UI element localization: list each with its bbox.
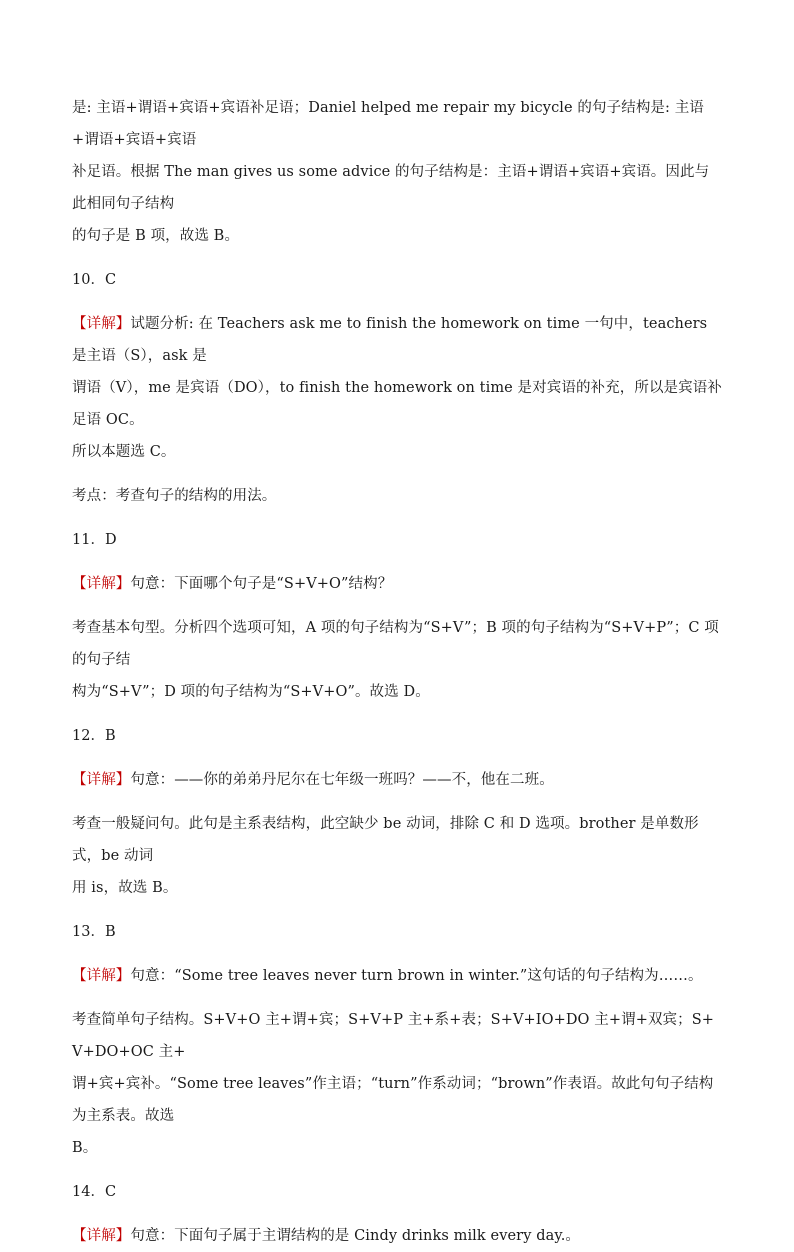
block-gap — [72, 468, 722, 480]
block-gap — [72, 752, 722, 764]
block-gap — [72, 708, 722, 720]
block-gap — [72, 252, 722, 264]
text-line — [72, 568, 722, 600]
line-text: 谓+宾+宾补。“Some tree leaves”作主语；“turn”作系动词；“brown”作表语。故此句句子结构为主系表。故选 — [72, 1076, 714, 1124]
line-text: 考查一般疑问句。此句是主系表结构，此空缺少 be 动词，排除 C 和 D 选项。brother 是单数形式，be 动词 — [72, 816, 699, 864]
answer-number: 11．D — [72, 532, 117, 548]
line-text: 考点：考查句子的结构的用法。 — [72, 488, 277, 504]
answer-number: 13．B — [72, 924, 116, 940]
answer-number: 10．C — [72, 272, 117, 288]
line-text: 补足语。根据 The man gives us some advice 的句子结构是：主语+谓语+宾语+宾语。因此与此相同句子结构 — [72, 164, 710, 212]
text-line — [72, 872, 722, 904]
detail-tag: 【详解】 — [72, 968, 131, 984]
paragraph — [72, 612, 722, 708]
paragraph — [72, 308, 722, 468]
block-gap — [72, 600, 722, 612]
text-line — [72, 220, 722, 252]
paragraph — [72, 960, 722, 992]
line-text: 试题分析: 在 Teachers ask me to finish the homework on time 一句中，teachers 是主语（S），ask 是 — [72, 316, 708, 364]
paragraph — [72, 568, 722, 600]
line-text: 谓语（V），me 是宾语（DO），to finish the homework on time 是对宾语的补充，所以是宾语补足语 OC。 — [72, 380, 722, 428]
line-text: 所以本题选 C。 — [72, 444, 176, 460]
paragraph — [72, 480, 722, 512]
paragraph — [72, 92, 722, 252]
text-line — [72, 1220, 722, 1252]
line-text: 考查基本句型。分析四个选项可知，A 项的句子结构为“S+V”；B 项的句子结构为“S+V+P”；C 项的句子结 — [72, 620, 719, 668]
answer-number: 14．C — [72, 1184, 117, 1200]
text-line — [72, 1132, 722, 1164]
text-line — [72, 960, 722, 992]
detail-tag: 【详解】 — [72, 772, 131, 788]
block-gap — [72, 1208, 722, 1220]
block-gap — [72, 296, 722, 308]
block-gap — [72, 904, 722, 916]
block-gap — [72, 948, 722, 960]
text-line — [72, 1068, 722, 1132]
text-line — [72, 1004, 722, 1068]
line-text: 构为“S+V”；D 项的句子结构为“S+V+O”。故选 D。 — [72, 684, 430, 700]
detail-tag: 【详解】 — [72, 1228, 131, 1244]
line-text: 考查简单句子结构。S+V+O 主+谓+宾；S+V+P 主+系+表；S+V+IO+DO 主+谓+双宾；S+V+DO+OC 主+ — [72, 1012, 715, 1060]
block-gap — [72, 512, 722, 524]
paragraph — [72, 808, 722, 904]
document-body — [72, 92, 722, 1252]
line-text: 句意：“Some tree leaves never turn brown in winter.”这句话的句子结构为……。 — [130, 968, 703, 984]
text-line — [72, 436, 722, 468]
text-line — [72, 308, 722, 372]
line-text: 用 is，故选 B。 — [72, 880, 178, 896]
block-gap — [72, 556, 722, 568]
text-line — [72, 480, 722, 512]
line-text: B。 — [72, 1140, 98, 1156]
paragraph — [72, 764, 722, 796]
line-text: 是: 主语+谓语+宾语+宾语补足语；Daniel helped me repair my bicycle 的句子结构是: 主语+谓语+宾语+宾语 — [72, 100, 704, 148]
detail-tag: 【详解】 — [72, 576, 131, 592]
line-text: 句意：——你的弟弟丹尼尔在七年级一班吗？——不，他在二班。 — [130, 772, 554, 788]
answer-number: 12．B — [72, 728, 116, 744]
text-line — [72, 156, 722, 220]
text-line — [72, 612, 722, 676]
line-text: 句意：下面哪个句子是“S+V+O”结构？ — [130, 576, 393, 592]
paragraph — [72, 1004, 722, 1164]
line-text: 句意：下面句子属于主谓结构的是 Cindy drinks milk every day.。 — [130, 1228, 581, 1244]
block-gap — [72, 992, 722, 1004]
block-gap — [72, 1164, 722, 1176]
text-line — [72, 92, 722, 156]
text-line — [72, 764, 722, 796]
paragraph — [72, 1220, 722, 1252]
line-text: 的句子是 B 项，故选 B。 — [72, 228, 240, 244]
text-line — [72, 808, 722, 872]
block-gap — [72, 796, 722, 808]
text-line — [72, 372, 722, 436]
detail-tag: 【详解】 — [72, 316, 131, 332]
text-line — [72, 676, 722, 708]
